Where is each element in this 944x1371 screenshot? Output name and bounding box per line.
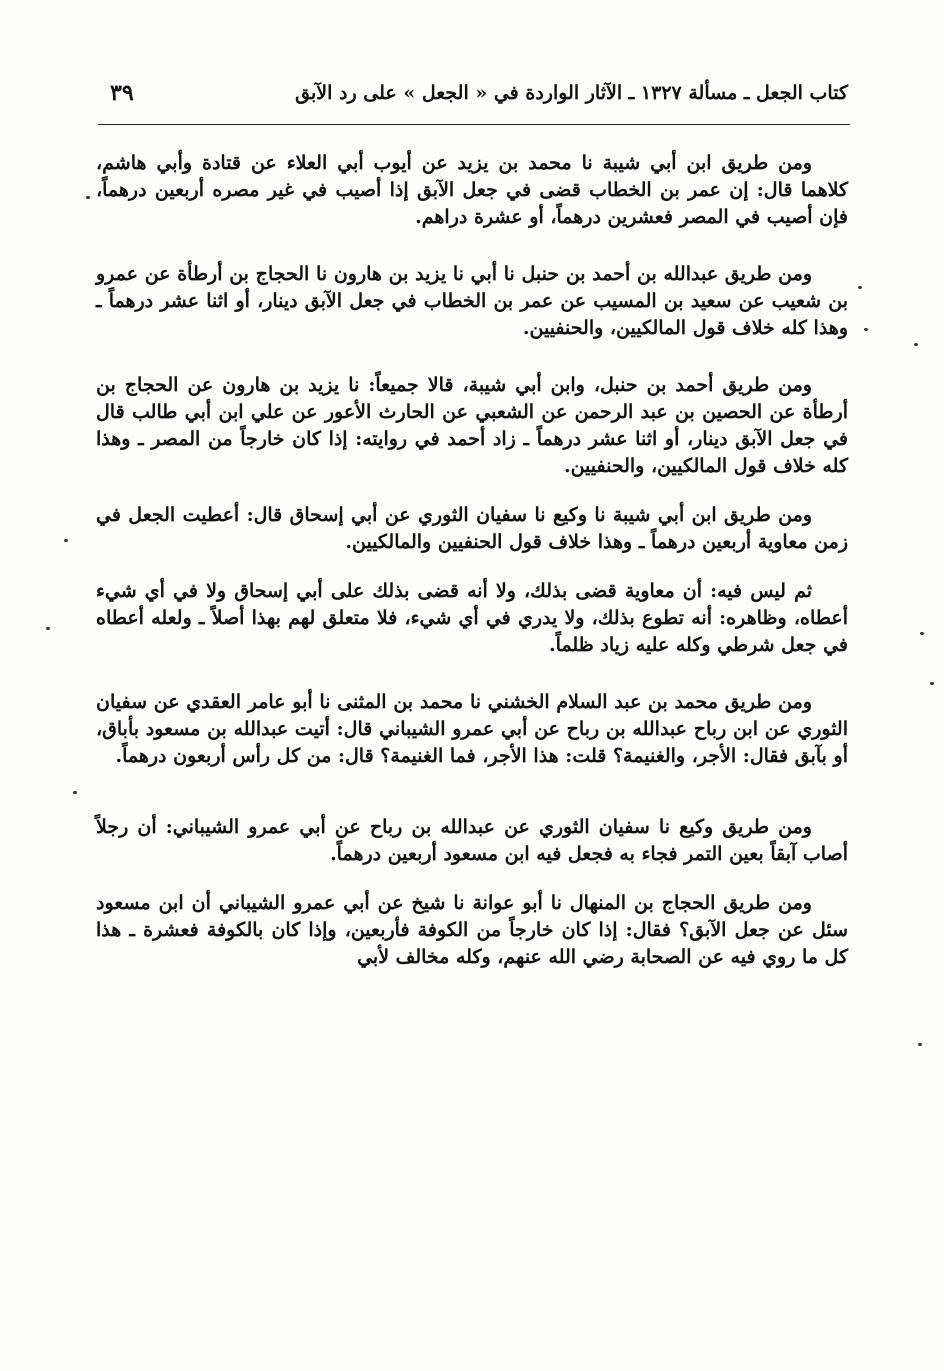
paragraph-7: ومن طريق وكيع نا سفيان الثوري عن عبدالله بن رباح عن أبي عمرو الشيباني: أن رجلاً أصاب آبقاً بعين التمر فجاء به فجعل فيه ابن مسعود أربعين درهماً.	[96, 816, 848, 865]
scan-speck	[46, 627, 50, 630]
page-number: ٣٩	[110, 80, 134, 106]
paragraph-8: ومن طريق الحجاج بن المنهال نا أبو عوانة نا شيخ عن أبي عمرو الشيباني أن ابن مسعود سئل عن جعل الآبق؟ فقال: إذا كان خارجاً من الكوفة فأربعين، وإذا كان بالكوفة فعشرة ـ هذا كل ما روي فيه عن الصحابة رضي الله عنهم، وكله مخالف لأبي	[96, 892, 848, 968]
running-header	[100, 78, 848, 112]
running-title: كتاب الجعل ـ مسألة ١٣٢٧ ـ الآثار الواردة في « الجعل » على رد الآبق	[295, 82, 848, 104]
header-rule	[98, 124, 850, 125]
scan-speck	[858, 286, 862, 289]
paragraph-5: ثم ليس فيه: أن معاوية قضى بذلك، ولا أنه قضى بذلك على أبي إسحاق ولا في أي شيء أعطاه، وظاهره: أنه تطوع بذلك، ولا يدري في أي شيء، فلا متعلق لهم بهذا أصلاً ـ ولعله أعطاه في جعل شرطي وكله عليه زياد ظلماً.	[96, 580, 848, 656]
scan-speck	[864, 328, 868, 331]
scan-speck	[73, 791, 77, 794]
paragraph-1: ومن طريق ابن أبي شيبة نا محمد بن يزيد عن أيوب أبي العلاء عن قتادة وأبي هاشم، كلاهما قال: إن عمر بن الخطاب قضى في جعل الآبق إذا أصيب في غير مصره أربعين درهماً، فإن أصيب في المصر فعشرين درهماً، أو عشرة دراهم.	[96, 152, 848, 228]
paragraph-6: ومن طريق محمد بن عبد السلام الخشني نا محمد بن المثنى نا أبو عامر العقدي عن سفيان الثوري عن ابن رباح عبدالله بن رباح عن أبي عمرو الشيباني قال: أتيت عبدالله بن مسعود بأباق، أو بآبق فقال: الأجر، والغنيمة؟ قلت: هذا الأجر، فما الغنيمة؟ قال: من كل رأس أربعون درهماً.	[96, 691, 848, 767]
paragraph-2: ومن طريق عبدالله بن أحمد بن حنبل نا أبي نا يزيد بن هارون نا الحجاج بن أرطأة عن عمرو بن شعيب عن سعيد بن المسيب عن عمر بن الخطاب في جعل الآبق دينار، أو اثنا عشر درهماً ـ وهذا كله خلاف قول المالكيين، والحنفيين.	[96, 263, 848, 339]
paragraph-3: ومن طريق أحمد بن حنبل، وابن أبي شيبة، قالا جميعاً: نا يزيد بن هارون عن الحجاج بن أرطأة عن الحصين بن عبد الرحمن عن الشعبي عن الحارث الأعور عن علي ابن أبي طالب قال في جعل الآبق دينار، أو اثنا عشر درهماً ـ زاد أحمد في روايته: إذا كان خارجاً من المصر ـ وهذا كله خلاف قول المالكيين، والحنفيين.	[96, 374, 848, 477]
scan-speck	[64, 539, 68, 542]
scan-speck	[920, 632, 924, 635]
scan-speck	[930, 682, 934, 685]
scan-speck	[914, 343, 918, 346]
scan-speck	[918, 1043, 922, 1046]
scan-speck	[86, 196, 90, 199]
paragraph-4: ومن طريق ابن أبي شيبة نا وكيع نا سفيان الثوري عن أبي إسحاق قال: أعطيت الجعل في زمن معاوية أربعين درهماً ـ وهذا خلاف قول الحنفيين والمالكيين.	[96, 504, 848, 553]
body-text	[96, 150, 848, 971]
